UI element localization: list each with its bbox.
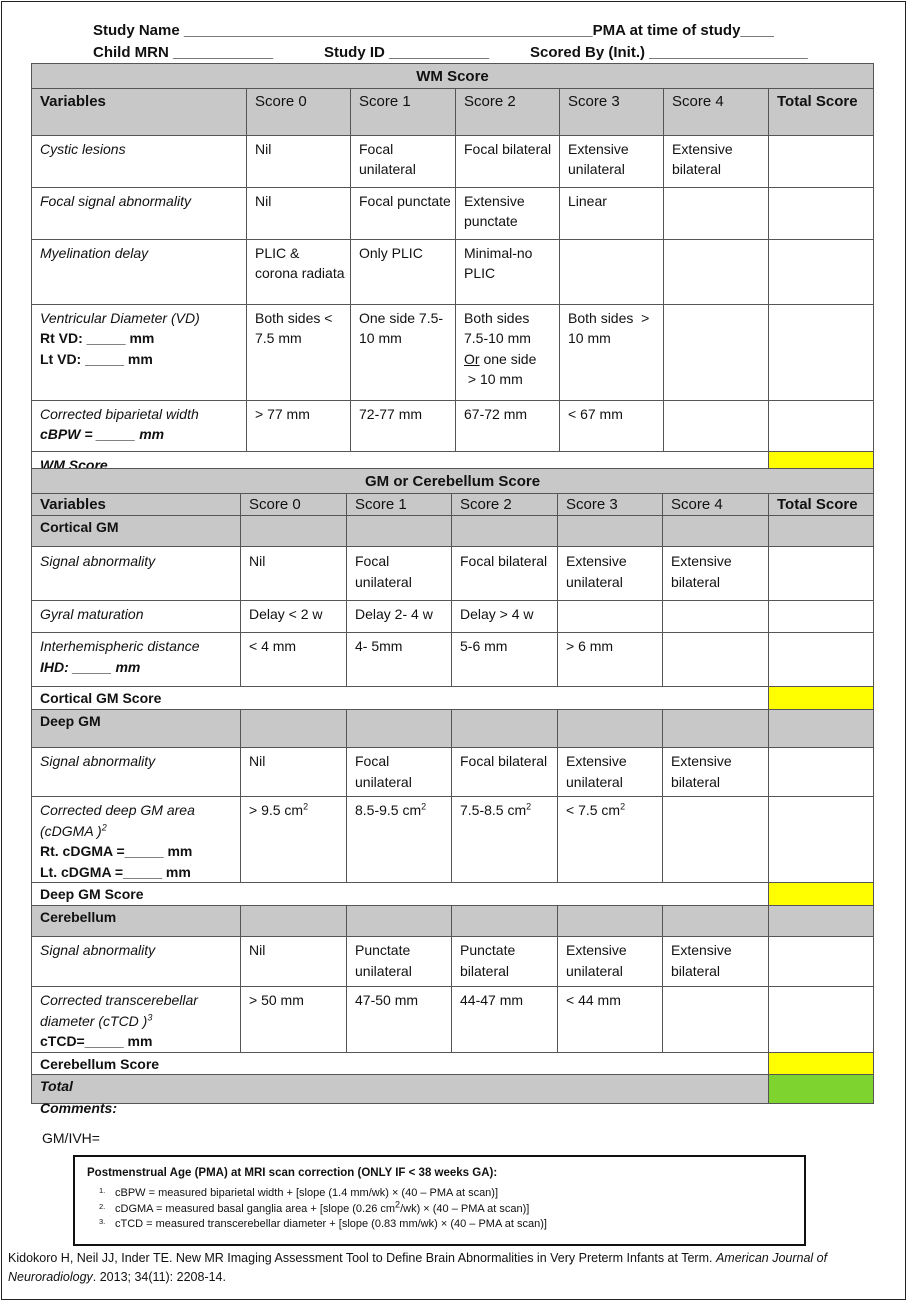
- variable-label: [32, 633, 241, 687]
- list-number: 3.: [99, 1217, 106, 1226]
- child-mrn-field[interactable]: Child MRN ____________: [93, 44, 274, 61]
- variable-label: Myelination delay: [32, 239, 247, 304]
- table-row: [32, 239, 874, 304]
- deep-gm-score-label: Deep GM Score: [32, 883, 769, 906]
- variable-name-text: Corrected transcerebellar diameter (cTCD ): [40, 992, 198, 1029]
- score-cell[interactable]: 4- 5mm: [347, 633, 452, 687]
- table-row: [32, 135, 874, 187]
- list-number: 2.: [99, 1201, 106, 1211]
- correction-list: [99, 1186, 792, 1233]
- score-cell[interactable]: Focal unilateral: [347, 748, 452, 797]
- score-cell[interactable]: Focal unilateral: [351, 135, 456, 187]
- score-text: 8.5-9.5 cm: [355, 802, 422, 818]
- table-row: [32, 601, 874, 633]
- total-label: Total: [32, 1075, 769, 1104]
- score-cell[interactable]: Extensive bilateral: [663, 547, 769, 601]
- score-cell[interactable]: [664, 304, 769, 400]
- score-cell[interactable]: Both sides > 10 mm: [560, 304, 664, 400]
- wm-header-row: [32, 88, 874, 135]
- score-cell[interactable]: Only PLIC: [351, 239, 456, 304]
- score-cell[interactable]: 72-77 mm: [351, 400, 456, 451]
- col-score-4: Score 4: [664, 88, 769, 135]
- score-cell[interactable]: Extensive punctate: [456, 187, 560, 239]
- score-cell[interactable]: Extensive unilateral: [560, 135, 664, 187]
- lt-cdgma-field[interactable]: Lt. cDGMA =_____ mm: [40, 863, 191, 880]
- total-score-cell[interactable]: [769, 304, 874, 400]
- reference-citation: [8, 1249, 888, 1287]
- total-score-cell[interactable]: [769, 748, 874, 797]
- variable-label: [32, 987, 241, 1053]
- ctcd-field[interactable]: cTCD=_____ mm: [40, 1033, 153, 1049]
- score-cell[interactable]: [456, 304, 560, 400]
- variable-label: Cystic lesions: [32, 135, 247, 187]
- variable-label: Signal abnormality: [32, 937, 241, 987]
- reference-tail: . 2013; 34(11): 2208-14.: [92, 1270, 226, 1284]
- cerebellum-score-label: Cerebellum Score: [32, 1052, 769, 1075]
- col-score-0: Score 0: [241, 493, 347, 516]
- variable-label: Gyral maturation: [32, 601, 241, 633]
- total-score-cell[interactable]: [769, 135, 874, 187]
- score-text: 7.5-8.5 cm: [460, 802, 527, 818]
- variable-name: Corrected biparietal width: [40, 405, 199, 422]
- list-number: 1.: [99, 1186, 106, 1195]
- formula-text: cBPW = measured biparietal width + [slope (1.4 mm/wk) × (40 – PMA at scan)]: [115, 1187, 499, 1199]
- total-row: [32, 1075, 874, 1104]
- cortical-gm-score-row: [32, 687, 874, 710]
- variable-label: [32, 400, 247, 451]
- score-cell[interactable]: < 67 mm: [560, 400, 664, 451]
- score-cell[interactable]: Extensive unilateral: [558, 937, 663, 987]
- cbpw-field[interactable]: cBPW = _____ mm: [40, 426, 165, 442]
- table-row: [32, 400, 874, 451]
- score-cell[interactable]: [347, 797, 452, 883]
- wm-score-table: [31, 63, 874, 477]
- cortical-gm-score-label: Cortical GM Score: [32, 687, 769, 710]
- comments-label: Comments:: [40, 1100, 118, 1116]
- reference-text: Kidokoro H, Neil JJ, Inder TE. New MR Imaging Assessment Tool to Define Brain Abnormalities in Very Preterm Infants at Term.: [8, 1251, 716, 1265]
- unit-sup: 2: [620, 801, 626, 812]
- col-score-1: Score 1: [347, 493, 452, 516]
- unit-sup: 2: [395, 1198, 401, 1209]
- section-row-cerebellum: [32, 906, 874, 937]
- wm-title: WM Score: [32, 64, 874, 89]
- footnote-ref: 3: [147, 1011, 153, 1022]
- col-score-2: Score 2: [456, 88, 560, 135]
- variable-name: [40, 990, 236, 1031]
- score-text: Both sides 7.5-10 mm: [464, 309, 531, 346]
- total-score-cell[interactable]: [769, 239, 874, 304]
- score-cell[interactable]: Both sides < 7.5 mm: [247, 304, 351, 400]
- score-cell[interactable]: [663, 797, 769, 883]
- score-cell[interactable]: > 6 mm: [558, 633, 663, 687]
- col-score-3: Score 3: [560, 88, 664, 135]
- score-cell[interactable]: Extensive unilateral: [558, 748, 663, 797]
- score-cell[interactable]: [558, 797, 663, 883]
- col-variables: Variables: [32, 493, 241, 516]
- variable-label: Signal abnormality: [32, 547, 241, 601]
- score-text-tail: one side: [479, 350, 537, 367]
- score-cell[interactable]: One side 7.5-10 mm: [351, 304, 456, 400]
- study-id-field[interactable]: Study ID ____________: [324, 44, 490, 61]
- score-text: > 9.5 cm: [249, 802, 304, 818]
- cerebellum-score-row: [32, 1052, 874, 1075]
- score-cell[interactable]: [664, 187, 769, 239]
- score-cell[interactable]: 44-47 mm: [452, 987, 558, 1053]
- score-cell[interactable]: Minimal-no PLIC: [456, 239, 560, 304]
- unit-sup: 2: [303, 801, 309, 812]
- pma-correction-title: Postmenstrual Age (PMA) at MRI scan correction (ONLY IF < 38 weeks GA):: [87, 1167, 498, 1179]
- variable-name-text: Corrected deep GM area (cDGMA ): [40, 802, 195, 839]
- col-total-score: Total Score: [769, 493, 874, 516]
- list-item: [99, 1217, 792, 1233]
- section-label: Cerebellum: [32, 906, 241, 937]
- score-cell[interactable]: Extensive bilateral: [663, 937, 769, 987]
- score-cell[interactable]: Nil: [241, 547, 347, 601]
- cerebellum-score-field[interactable]: [769, 1052, 874, 1075]
- ihd-field[interactable]: IHD: _____ mm: [40, 658, 141, 675]
- col-score-0: Score 0: [247, 88, 351, 135]
- variable-name: Interhemispheric distance: [40, 638, 200, 654]
- list-item: [99, 1198, 792, 1218]
- pma-correction-box: [73, 1155, 806, 1246]
- score-cell[interactable]: < 44 mm: [558, 987, 663, 1053]
- score-cell[interactable]: Focal bilateral: [452, 748, 558, 797]
- total-score-cell[interactable]: [769, 400, 874, 451]
- deep-gm-score-row: [32, 883, 874, 906]
- footnote-ref: 2: [101, 821, 107, 832]
- study-name-line[interactable]: Study Name _________________________________________________PMA at time of study____: [93, 22, 774, 39]
- score-cell[interactable]: [558, 601, 663, 633]
- list-item: [99, 1186, 792, 1202]
- score-cell[interactable]: Focal bilateral: [456, 135, 560, 187]
- col-total-score: Total Score: [769, 88, 874, 135]
- score-cell[interactable]: > 77 mm: [247, 400, 351, 451]
- score-cell[interactable]: [664, 400, 769, 451]
- col-score-1: Score 1: [351, 88, 456, 135]
- score-cell[interactable]: Nil: [247, 135, 351, 187]
- score-cell[interactable]: Delay < 2 w: [241, 601, 347, 633]
- score-cell[interactable]: [664, 239, 769, 304]
- table-row: [32, 937, 874, 987]
- score-cell[interactable]: [452, 797, 558, 883]
- table-row: [32, 187, 874, 239]
- gm-ivh-field[interactable]: GM/IVH=: [42, 1130, 100, 1146]
- score-cell[interactable]: Nil: [241, 748, 347, 797]
- score-cell[interactable]: [241, 797, 347, 883]
- col-variables: Variables: [32, 88, 247, 135]
- col-score-2: Score 2: [452, 493, 558, 516]
- score-cell[interactable]: PLIC & corona radiata: [247, 239, 351, 304]
- col-score-3: Score 3: [558, 493, 663, 516]
- score-cell[interactable]: Linear: [560, 187, 664, 239]
- score-cell[interactable]: Focal punctate: [351, 187, 456, 239]
- total-score-cell[interactable]: [769, 547, 874, 601]
- gm-header-row: [32, 493, 874, 516]
- score-cell[interactable]: Extensive bilateral: [664, 135, 769, 187]
- total-score-cell[interactable]: [769, 987, 874, 1053]
- unit-sup: 2: [421, 801, 427, 812]
- score-cell[interactable]: [663, 601, 769, 633]
- section-row-deep-gm: [32, 710, 874, 748]
- score-cell[interactable]: [663, 987, 769, 1053]
- scored-by-field[interactable]: Scored By (Init.) ___________________: [530, 44, 808, 61]
- score-cell[interactable]: Extensive bilateral: [663, 748, 769, 797]
- col-score-4: Score 4: [663, 493, 769, 516]
- score-cell[interactable]: 67-72 mm: [456, 400, 560, 451]
- formula-text: cTCD = measured transcerebellar diameter + [slope (0.83 mm/wk) × (40 – PMA at scan)]: [115, 1218, 547, 1230]
- formula-text-tail: /wk) × (40 – PMA at scan)]: [400, 1202, 530, 1215]
- score-text: [464, 349, 555, 370]
- table-row: [32, 547, 874, 601]
- rt-vd-field[interactable]: Rt VD: _____ mm: [40, 330, 155, 346]
- score-cell[interactable]: Extensive unilateral: [558, 547, 663, 601]
- section-label: Deep GM: [32, 710, 241, 748]
- variable-label: Signal abnormality: [32, 748, 241, 797]
- score-cell[interactable]: 5-6 mm: [452, 633, 558, 687]
- total-score-field[interactable]: [769, 1075, 874, 1104]
- variable-label: [32, 797, 241, 883]
- variable-name: Ventricular Diameter (VD): [40, 309, 200, 326]
- section-label: Cortical GM: [32, 516, 241, 547]
- score-cell[interactable]: Nil: [247, 187, 351, 239]
- score-text: > 10 mm: [464, 371, 523, 387]
- score-cell[interactable]: Punctate bilateral: [452, 937, 558, 987]
- gm-score-table: [31, 468, 874, 1104]
- wm-score-label: WM Score: [32, 451, 769, 476]
- total-score-cell[interactable]: [769, 797, 874, 883]
- total-score-cell[interactable]: [769, 187, 874, 239]
- unit-sup: 2: [526, 801, 532, 812]
- total-score-cell[interactable]: [769, 633, 874, 687]
- or-underlined: Or: [464, 350, 480, 367]
- variable-label: [32, 304, 247, 400]
- score-text: < 7.5 cm: [566, 802, 621, 818]
- variable-label: Focal signal abnormality: [32, 187, 247, 239]
- deep-gm-score-field[interactable]: [769, 883, 874, 906]
- score-cell[interactable]: Delay 2- 4 w: [347, 601, 452, 633]
- score-cell[interactable]: > 50 mm: [241, 987, 347, 1053]
- score-cell[interactable]: [663, 633, 769, 687]
- total-score-cell[interactable]: [769, 937, 874, 987]
- formula-text: cDGMA = measured basal ganglia area + [slope (0.26 cm: [115, 1202, 396, 1215]
- variable-name: [40, 800, 236, 841]
- gm-title: GM or Cerebellum Score: [32, 469, 874, 494]
- score-cell[interactable]: Delay > 4 w: [452, 601, 558, 633]
- score-cell[interactable]: 47-50 mm: [347, 987, 452, 1053]
- score-cell[interactable]: < 4 mm: [241, 633, 347, 687]
- cortical-gm-score-field[interactable]: [769, 687, 874, 710]
- table-row: [32, 797, 874, 883]
- table-row: [32, 633, 874, 687]
- table-row: [32, 748, 874, 797]
- total-score-cell[interactable]: [769, 601, 874, 633]
- table-row: [32, 987, 874, 1053]
- score-cell[interactable]: [560, 239, 664, 304]
- table-row: [32, 304, 874, 400]
- score-cell[interactable]: Punctate unilateral: [347, 937, 452, 987]
- score-cell[interactable]: Focal bilateral: [452, 547, 558, 601]
- rt-cdgma-field[interactable]: Rt. cDGMA =_____ mm: [40, 843, 193, 859]
- section-row-cortical-gm: [32, 516, 874, 547]
- score-cell[interactable]: Focal unilateral: [347, 547, 452, 601]
- score-cell[interactable]: Nil: [241, 937, 347, 987]
- lt-vd-field[interactable]: Lt VD: _____ mm: [40, 350, 153, 367]
- reference-journal: American Journal of Neuroradiology: [8, 1251, 828, 1284]
